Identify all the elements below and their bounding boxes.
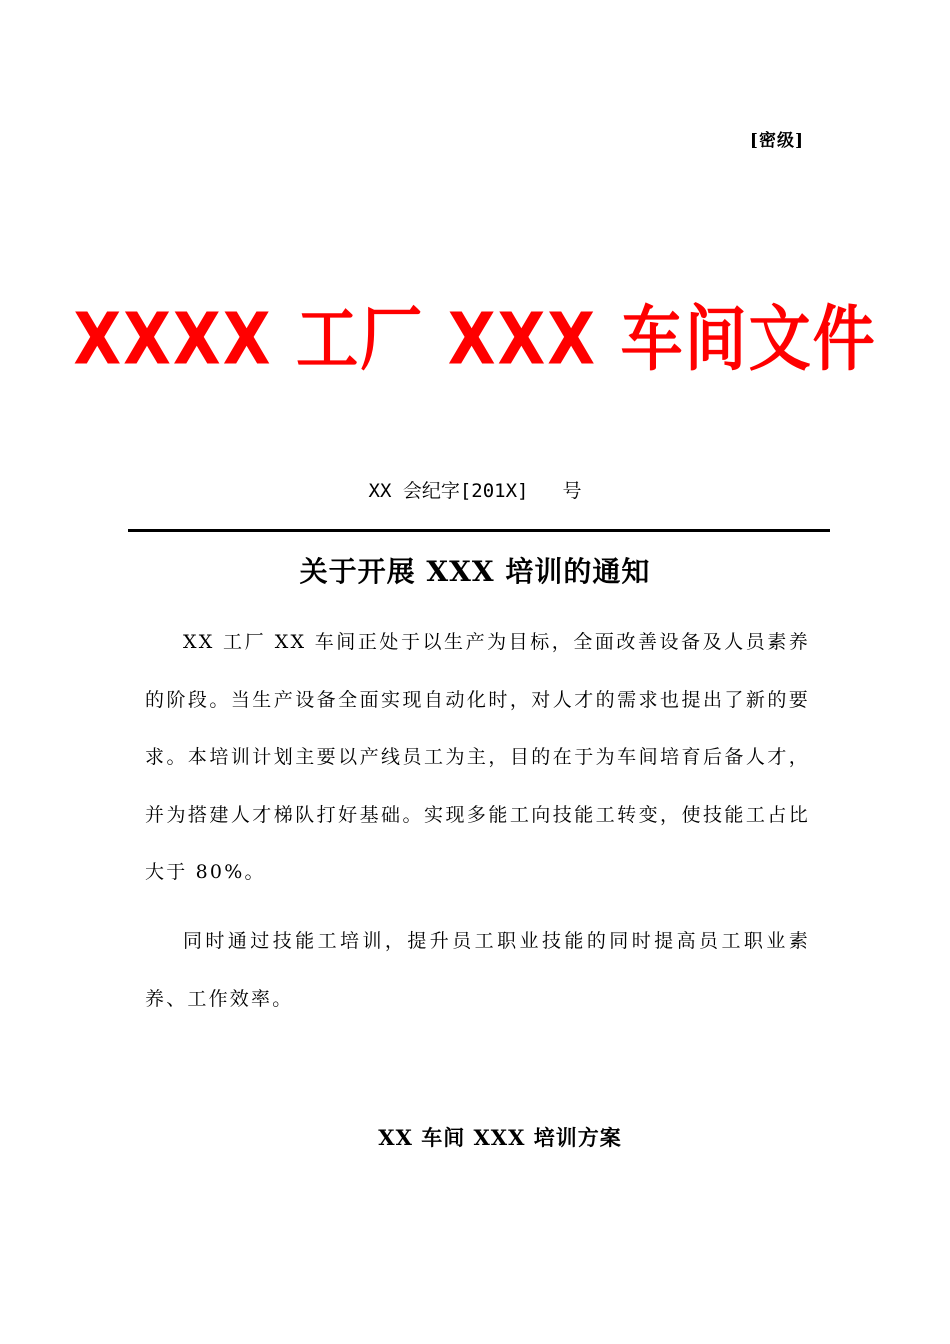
training-plan-title: XX 车间 XXX 培训方案 bbox=[378, 1125, 622, 1150]
paragraph-text: XX 工厂 XX 车间正处于以生产为目标，全面改善设备及人员素养的阶段。当生产设备全面实现自动化时，对人才的需求也提出了新的要求。本培训计划主要以产线员工为主，目的在于为车间培育后备人才，并为搭建人才梯队打好基础。实现多能工向技能工转变，使技能工占比大于 80%。 bbox=[145, 631, 810, 883]
notice-paragraph-2 bbox=[145, 913, 810, 1028]
header-divider bbox=[128, 529, 830, 532]
notice-title: 关于开展 XXX 培训的通知 bbox=[299, 555, 651, 588]
document-number bbox=[0, 476, 950, 503]
red-masthead-title: XXXX 工厂 XXX 车间文件 bbox=[73, 296, 877, 381]
secrecy-level-label: [密级] bbox=[749, 131, 804, 151]
document-number-suffix: 号 bbox=[562, 480, 582, 502]
paragraph-text: 同时通过技能工培训，提升员工职业技能的同时提高员工职业素养、工作效率。 bbox=[145, 930, 810, 1010]
notice-paragraph-1 bbox=[145, 614, 810, 902]
document-number-prefix: XX 会纪字[201X] bbox=[368, 480, 529, 502]
